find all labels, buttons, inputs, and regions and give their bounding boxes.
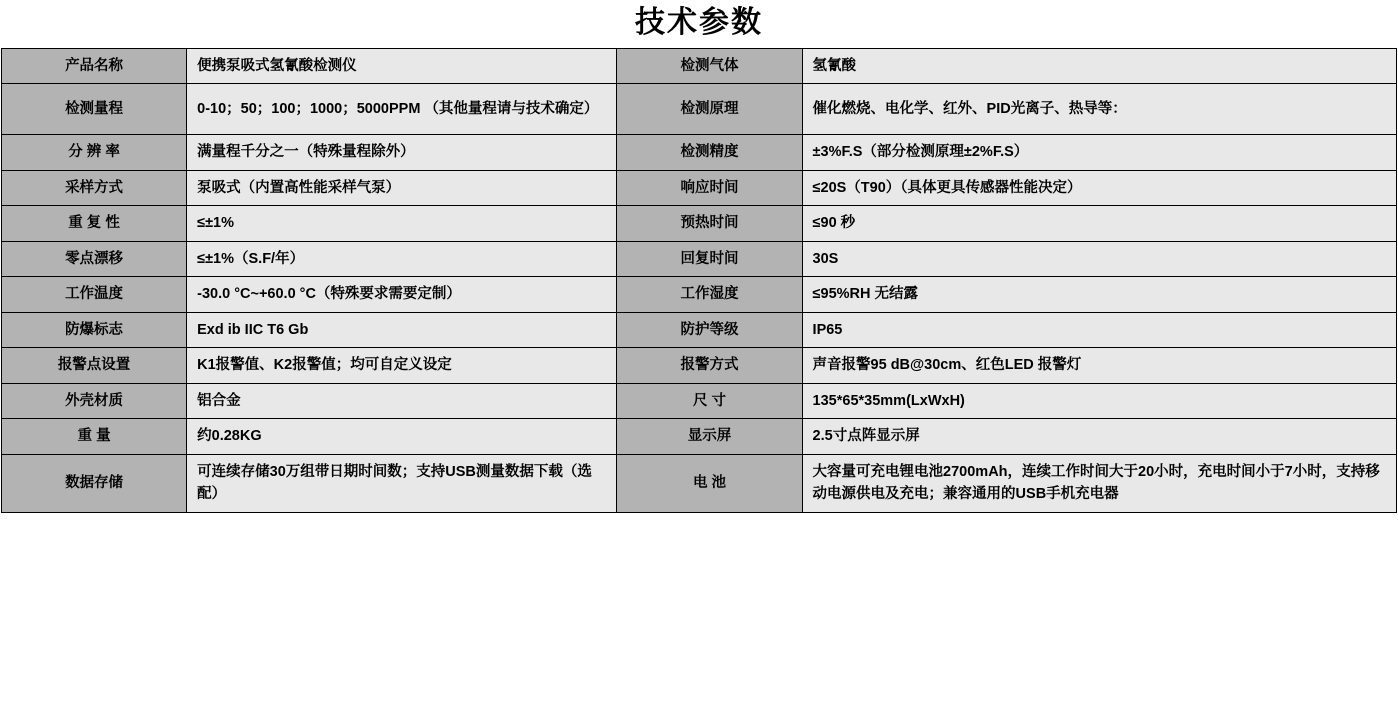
row-value-right: 2.5寸点阵显示屏 xyxy=(802,419,1396,454)
row-label-right: 检测气体 xyxy=(617,49,802,84)
row-value-right: ≤95%RH 无结露 xyxy=(802,277,1396,312)
row-value-right: 催化燃烧、电化学、红外、PID光离子、热导等： xyxy=(802,84,1396,135)
row-value-right: IP65 xyxy=(802,312,1396,347)
row-label-left: 报警点设置 xyxy=(2,348,187,383)
page-title: 技术参数 xyxy=(635,6,763,39)
table-row xyxy=(2,383,1397,418)
row-label-right: 检测精度 xyxy=(617,135,802,170)
row-label-right: 回复时间 xyxy=(617,241,802,276)
row-value-left: 可连续存储30万组带日期时间数；支持USB测量数据下载（选配） xyxy=(187,454,617,512)
specifications-table xyxy=(1,48,1397,513)
row-value-left: K1报警值、K2报警值；均可自定义设定 xyxy=(187,348,617,383)
row-label-left: 数据存储 xyxy=(2,454,187,512)
row-label-left: 检测量程 xyxy=(2,84,187,135)
row-value-left: Exd ib IIC T6 Gb xyxy=(187,312,617,347)
row-label-left: 防爆标志 xyxy=(2,312,187,347)
row-value-right: 135*65*35mm(LxWxH) xyxy=(802,383,1396,418)
table-row xyxy=(2,241,1397,276)
row-value-left: ≤±1%（S.F/年） xyxy=(187,241,617,276)
table-row xyxy=(2,348,1397,383)
row-label-right: 报警方式 xyxy=(617,348,802,383)
row-value-left: 约0.28KG xyxy=(187,419,617,454)
row-value-left: 便携泵吸式氢氰酸检测仪 xyxy=(187,49,617,84)
row-label-right: 检测原理 xyxy=(617,84,802,135)
table-row xyxy=(2,49,1397,84)
table-row xyxy=(2,419,1397,454)
row-label-right: 电 池 xyxy=(617,454,802,512)
row-label-left: 外壳材质 xyxy=(2,383,187,418)
row-label-left: 重 复 性 xyxy=(2,206,187,241)
table-row xyxy=(2,84,1397,135)
row-value-left: -30.0 °C~+60.0 °C（特殊要求需要定制） xyxy=(187,277,617,312)
row-label-right: 尺 寸 xyxy=(617,383,802,418)
row-value-right: 30S xyxy=(802,241,1396,276)
table-row xyxy=(2,454,1397,512)
row-label-left: 重 量 xyxy=(2,419,187,454)
row-value-left: ≤±1% xyxy=(187,206,617,241)
row-label-left: 零点漂移 xyxy=(2,241,187,276)
table-row xyxy=(2,170,1397,205)
row-value-left: 满量程千分之一（特殊量程除外） xyxy=(187,135,617,170)
row-label-right: 防护等级 xyxy=(617,312,802,347)
row-value-right: 氢氰酸 xyxy=(802,49,1396,84)
table-row xyxy=(2,277,1397,312)
row-label-right: 显示屏 xyxy=(617,419,802,454)
row-label-left: 产品名称 xyxy=(2,49,187,84)
row-value-right: ±3%F.S（部分检测原理±2%F.S） xyxy=(802,135,1396,170)
row-value-left: 泵吸式（内置高性能采样气泵） xyxy=(187,170,617,205)
row-label-left: 分 辨 率 xyxy=(2,135,187,170)
row-value-left: 0-10；50；100；1000；5000PPM （其他量程请与技术确定） xyxy=(187,84,617,135)
row-value-right: 大容量可充电锂电池2700mAh，连续工作时间大于20小时，充电时间小于7小时，支持移动电源供电及充电；兼容通用的USB手机充电器 xyxy=(802,454,1396,512)
row-value-right: ≤20S（T90）（具体更具传感器性能决定） xyxy=(802,170,1396,205)
row-label-right: 工作湿度 xyxy=(617,277,802,312)
row-label-left: 工作温度 xyxy=(2,277,187,312)
row-label-right: 响应时间 xyxy=(617,170,802,205)
row-value-right: 声音报警95 dB@30cm、红色LED 报警灯 xyxy=(802,348,1396,383)
row-value-right: ≤90 秒 xyxy=(802,206,1396,241)
table-body xyxy=(2,49,1397,513)
table-row xyxy=(2,135,1397,170)
table-row xyxy=(2,206,1397,241)
row-value-left: 铝合金 xyxy=(187,383,617,418)
row-label-right: 预热时间 xyxy=(617,206,802,241)
table-row xyxy=(2,312,1397,347)
row-label-left: 采样方式 xyxy=(2,170,187,205)
